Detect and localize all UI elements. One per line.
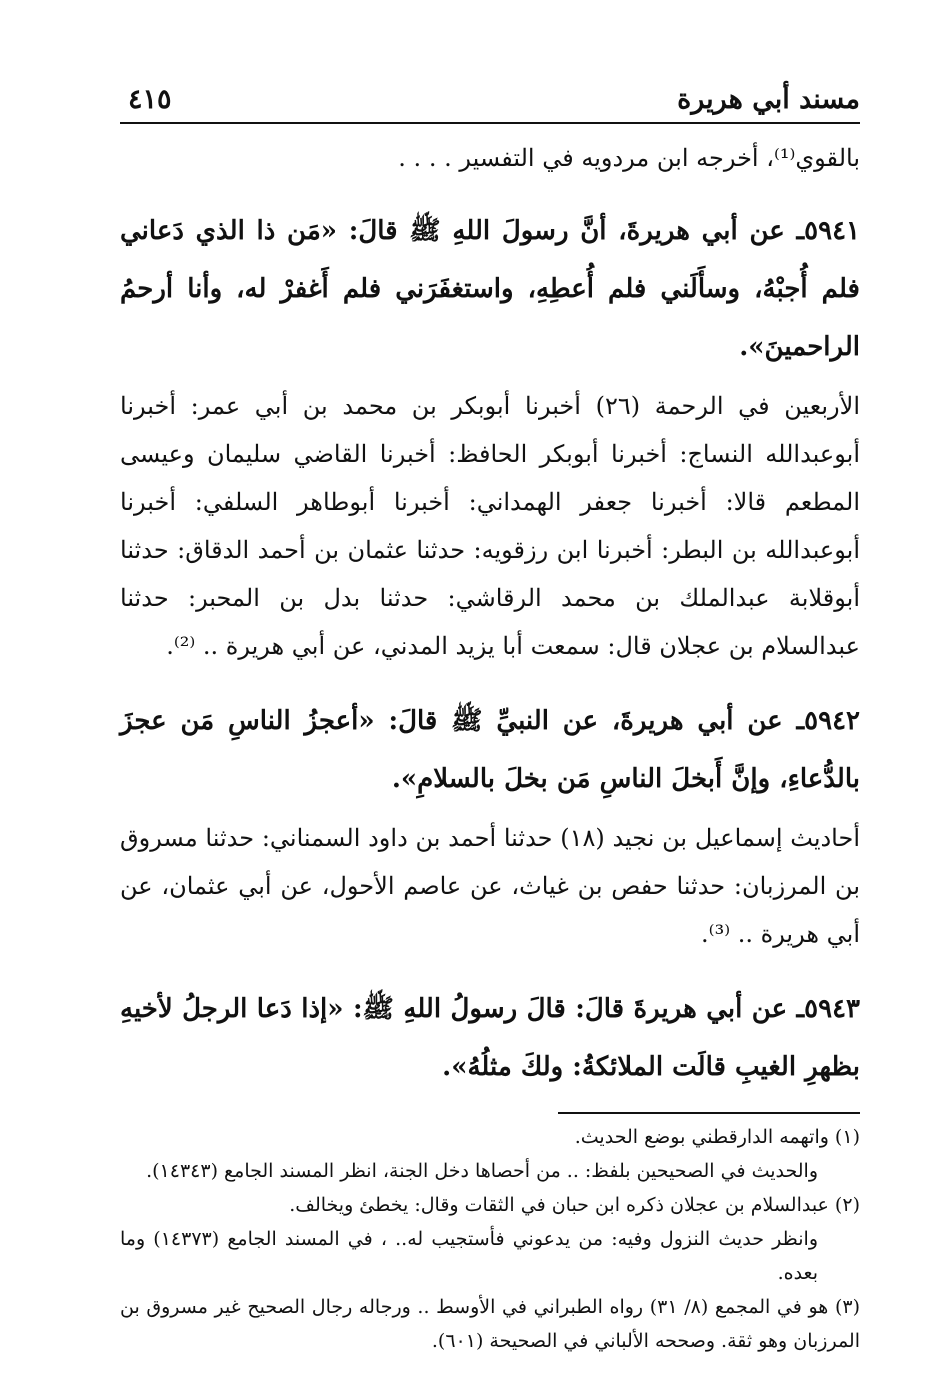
hadith-5943: ٥٩٤٣ـ عن أبي هريرةَ قالَ: قالَ رسولُ اللهِ ﷺ: «إذا دَعا الرجلُ لأخيهِ بظهرِ الغيبِ قالَت الملائكةُ: ولكَ مثلُهُ». [120, 994, 860, 1082]
footnote-3: (٣) هو في المجمع (٨/ ٣١) رواه الطبراني في الأوسط .. ورجاله رجال الصحيح غير مسروق بن المرزبان وهو ثقة. وصححه الألباني في الصحيحة (٦٠١). [120, 1296, 861, 1352]
footnote-2: (٢) عبدالسلام بن عجلان ذكره ابن حبان في الثقات وقال: يخطئ ويخالف. [289, 1194, 860, 1216]
footnotes [120, 1120, 860, 1358]
hadith-5942: ٥٩٤٢ـ عن أبي هريرةَ، عن النبيِّ ﷺ قالَ: «أعجزُ الناسِ مَن عجزَ بالدُّعاءِ، وإنَّ أَبخلَ الناسِ مَن بخلَ بالسلامِ». [120, 706, 860, 794]
running-title: مسند أبي هريرة [677, 84, 860, 115]
footnote-1: (١) واتهمه الدارقطني بوضع الحديث. [574, 1126, 860, 1148]
source-5941: الأربعين في الرحمة (٢٦) أخبرنا أبوبكر بن محمد بن أبي عمر: أخبرنا أبوعبدالله النساج: أخبرنا أبوبكر الحافظ: أخبرنا القاضي سليمان وعيسى المطعم قالا: أخبرنا جعفر الهمداني: أخبرنا أبوطاهر السلفي: أخبرنا أبوعبدالله بن البطر: أخبرنا ابن رزقويه: حدثنا عثمان بن أحمد الدقاق: حدثنا أبوقلابة عبدالملك بن محمد الرقاشي: حدثنا بدل بن المحبر: حدثنا عبدالسلام بن عجلان قال: سمعت أبا يزيد المدني، عن أبي هريرة .. ⁽²⁾. [120, 392, 861, 660]
page-header [120, 70, 860, 124]
page-number: ٤١٥ [128, 84, 172, 115]
footnote-2-cont: وانظر حديث النزول وفيه: من يدعوني فأستجيب له.. ، في المسند الجامع (١٤٣٧٣) وما بعده. [120, 1228, 818, 1284]
continuation-text: بالقوي⁽¹⁾، أخرجه ابن مردويه في التفسير . . . . [398, 144, 860, 172]
footnote-1-cont: والحديث في الصحيحين بلفظ: .. من أحصاها دخل الجنة، انظر المسند الجامع (١٤٣٤٣). [146, 1160, 818, 1182]
page [120, 70, 860, 1358]
source-5942: أحاديث إسماعيل بن نجيد (١٨) حدثنا أحمد بن داود السمناني: حدثنا مسروق بن المرزبان: حدثنا حفص بن غياث، عن عاصم الأحول، عن أبي عثمان، عن أبي هريرة .. ⁽³⁾. [120, 824, 860, 948]
footnote-divider [558, 1112, 860, 1114]
hadith-5941: ٥٩٤١ـ عن أبي هريرةَ، أنَّ رسولَ اللهِ ﷺ قالَ: «مَن ذا الذي دَعاني فلم أُجبْهُ، وسأَلَني فلم أُعطِهِ، واستغفَرَني فلم أَغفرْ له، وأنا أرحمُ الراحمينَ». [120, 216, 860, 362]
